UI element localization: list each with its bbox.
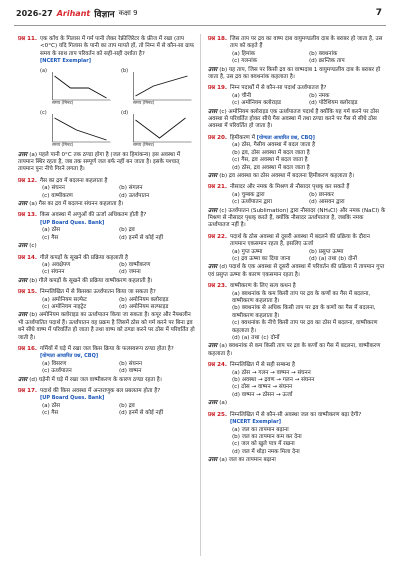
answer: उत्तर (a) <box>208 400 228 407</box>
right-column <box>208 36 386 469</box>
question-text: वाष्पीकरण के लिए सत्य कथन है <box>230 283 296 290</box>
question-text: निम्नलिखित में से किसका ऊर्ध्वपातन किया जा सकता है? <box>40 289 156 296</box>
source-tag: [NCERT Exemplar] <box>230 419 281 426</box>
question-number: प्रश्न 16. <box>18 345 37 352</box>
option-a: (a) संघनन <box>42 185 65 192</box>
question-21 <box>208 184 386 229</box>
graph-a <box>40 68 115 108</box>
options <box>208 291 386 343</box>
option-b: (b) क्वथनांक से अधिक किसी ताप पर द्रव के कणों का गैस में बदलना, वाष्पीकरण कहलाता है। <box>232 305 376 319</box>
option-c: (c) क्वथनांक के नीचे किसी ताप पर द्रव का ठोस में बदलना, वाष्पीकरण कहलाता है। <box>232 320 378 334</box>
question-number: प्रश्न 11. <box>18 36 37 42</box>
graph-c <box>40 110 115 150</box>
graph-x-axis-label: समय (मिनट) <box>133 143 155 149</box>
option-d: (d) वाष्पन <box>119 368 142 375</box>
question-18 <box>208 36 386 81</box>
option-b: (b) द्रव <box>119 402 135 409</box>
answer: उत्तर (b) गीले कपड़ों के सूखने की प्रक्रिया वाष्पीकरण कहलाती है। <box>18 277 153 284</box>
graph-b <box>121 68 196 108</box>
question-23 <box>208 283 386 358</box>
column-divider <box>200 34 201 556</box>
graph-label: (a) <box>40 67 47 74</box>
question-number: प्रश्न 20. <box>208 134 227 141</box>
question-17 <box>18 388 196 418</box>
brand-logo: Arihant <box>56 8 91 18</box>
question-text: गीले कपड़ों के सूखने की प्रक्रिया कहलाती है <box>40 254 128 261</box>
option-b: (b) अमोनियम क्लोराइड <box>119 296 169 303</box>
option-d: (d) ऊर्ध्वपातन <box>119 192 150 199</box>
question-text: नौसादर और नमक के मिश्रण से नौसादर पृथक् कर सकते हैं <box>230 184 350 191</box>
option-a: (a) ठोस → गलन → वाष्पन → संघनन <box>232 369 311 376</box>
option-d: (d) जमना <box>119 269 141 276</box>
option-c: (c) अमोनियम क्लोराइड <box>232 100 281 107</box>
question-16 <box>18 346 196 384</box>
option-b: (b) प्रसुप्त ऊष्मा <box>309 248 344 255</box>
source-tag: [योग्यता आधारित प्रश्न, CBQ] <box>40 353 99 360</box>
option-b: (b) संगलन <box>119 185 143 192</box>
options <box>18 227 196 242</box>
option-c: (c) अमोनियम नाइट्रेट <box>42 303 87 310</box>
option-c: (c) गैस, द्रव अवस्था में बदल जाता है <box>232 157 308 164</box>
answer: उत्तर (c) ऊर्ध्वपातन (Sublimation) द्वारा नौसादर (NH₄Cl) और नमक (NaCl) के मिश्रण से नौसादर पृथक् करते हैं, क्योंकि नौसादर ऊर्ध्वपातज है, जबकि नमक ऊर्ध्वपातज नहीं है। <box>208 207 386 229</box>
question-number: प्रश्न 24. <box>208 362 227 369</box>
option-a: (a) ठोस <box>42 227 61 234</box>
option-a: (a) चीनी <box>232 92 252 99</box>
option-c: (c) ऊर्ध्वपातन <box>42 368 72 375</box>
page-header <box>0 0 400 26</box>
graph-d <box>121 110 196 150</box>
question-text: गर्मियों में घड़े में रखा जल किस क्रिया के फलस्वरूप ठण्डा होता है? [योग्यता आधारित प्रश्न, CBQ] <box>40 345 174 360</box>
option-d: (d) इनमें से कोई नहीं <box>119 410 164 417</box>
source-tag: [NCERT Exemplar] <box>40 58 91 65</box>
option-c: (c) संघनन <box>42 269 65 276</box>
page-number: 7 <box>375 8 382 18</box>
graph-grid <box>18 68 196 150</box>
option-d: (d) (a) तथा (c) दोनों <box>232 335 280 342</box>
graph-label: (d) <box>121 109 129 116</box>
question-15 <box>18 289 196 342</box>
options <box>208 370 386 400</box>
answer: उत्तर (b) अमोनियम क्लोराइड का ऊर्ध्वपातन किया जा सकता है। कपूर और नैफ्थलीन भी ऊर्ध्वपातित पदार्थ हैं। ऊर्ध्वपातन वह प्रक्रम है जिसमें ठोस को गर्म करने पर बिना द्रव बने सीधे वाष्प में परिवर्तित हो जाता है तथा वाष्प को ठण्डा करने पर ठोस में परिवर्तित हो जाती है। <box>18 312 195 341</box>
answer: उत्तर (c) <box>18 243 37 250</box>
option-d: (d) अमोनियम सल्फाइड <box>119 303 169 310</box>
question-number: प्रश्न 21. <box>208 184 227 191</box>
option-b: (b) संघनन <box>119 360 142 367</box>
option-a: (a) गुप्त ऊष्मा <box>232 248 263 255</box>
question-text: निम्नलिखित में से कौन-सी अवस्था जल का वाष्पीकरण बढ़ा देगी? [NCERT Exemplar] <box>230 411 362 426</box>
header-rule <box>14 25 386 26</box>
subject-title: विज्ञान <box>94 9 115 20</box>
options <box>18 361 196 376</box>
option-d: (d) ठोस, द्रव अवस्था में बदल जाता है <box>232 164 310 171</box>
edition-year: 2026-27 <box>16 8 53 18</box>
option-c: (c) वाष्पीकरण <box>42 192 73 199</box>
question-24 <box>208 362 386 407</box>
question-number: प्रश्न 19. <box>208 85 227 92</box>
source-tag: [UP Board Ques. Bank] <box>40 395 105 402</box>
question-text: किस अवस्था में अणुओं की ऊर्जा अधिकतम होती है? [UP Board Ques. Bank] <box>40 212 147 226</box>
option-b: (b) छानकर <box>309 191 334 198</box>
answer: उत्तर (c) अमोनियम क्लोराइड एक ऊर्ध्वपातज पदार्थ है क्योंकि यह गर्म करने पर ठोस अवस्था से परिवर्तित होकर सीधे गैस अवस्था में तथा ठण्डा करने पर गैस से सीधे ठोस अवस्था में परिवर्तित हो जाता है। <box>208 108 379 130</box>
option-a: (a) अमोनियम सल्फेट <box>42 296 87 303</box>
options <box>208 51 386 66</box>
answer: उत्तर (b) यह ताप, जिस पर किसी द्रव का वाष्पदाब 1 वायुमण्डलीय दाब के बराबर हो जाता है, उस द्रव का क्वथनांक कहलाता है। <box>208 66 381 81</box>
question-text: पदार्थ के ठोस अवस्था से दूसरी अवस्था में बदलने की प्रक्रिया के दौरान तापमान एकसमान रहता है, इसलिए ऊर्जा <box>230 233 370 248</box>
question-text: एक काँच के गिलास में गर्म पानी लेकर रेफ्रीजिरेटर के फ्रीज में रखा (ताप <0°C) यदि गिलास के पानी का ताप मापते हों, तो निम्न में से कौन-सा ग्राफ समय के साथ ताप परिवर्तन को सही-सही दर्शाता है? [NCERT Exemplar] <box>40 36 195 65</box>
option-c: (c) गलनांक <box>232 58 258 65</box>
source-tag: [योग्यता आधारित प्रश्न, CBQ] <box>256 134 315 141</box>
option-c: (c) जल को खुले पात्र में रखना <box>232 441 295 448</box>
graph-x-axis-label: समय (मिनट) <box>52 143 74 149</box>
option-d: (d) इनमें से कोई नहीं <box>119 234 164 241</box>
answer: उत्तर (d) पदार्थ के एक अवस्था से दूसरी अवस्था में परिवर्तन की प्रक्रिया में तापमान गुप्त एवं प्रसुप्त ऊष्मा के कारण एकसमान रहता है। <box>208 264 385 278</box>
source-tag: [UP Board Ques. Bank] <box>40 219 105 226</box>
options <box>208 93 386 108</box>
option-d: (d) जल में थोड़ा नमक मिला देना <box>232 448 300 455</box>
question-number: प्रश्न 12. <box>18 177 37 184</box>
option-a: (a) विसरण <box>42 360 67 367</box>
left-column <box>18 36 196 422</box>
question-text: निम्नलिखित में से सही सम्बन्ध है <box>230 362 295 369</box>
option-b: (b) क्वथनांक <box>309 50 338 57</box>
question-number: प्रश्न 25. <box>208 411 227 418</box>
graph-label: (b) <box>121 67 129 74</box>
graph-x-axis-label: समय (मिनट) <box>133 101 155 107</box>
question-number: प्रश्न 22. <box>208 233 227 240</box>
question-13 <box>18 212 196 250</box>
option-a: (a) जल का तापमान बढ़ाना <box>232 426 289 433</box>
option-c: (c) द्रव ऊष्मा का दिया जाना <box>232 255 291 262</box>
question-number: प्रश्न 18. <box>208 36 227 42</box>
question-text: पदार्थ की किस अवस्था में अन्तराणुक बल प्रबलतम होता है? [UP Board Ques. Bank] <box>40 388 161 402</box>
option-a: (a) क्वथनांक के कम किसी ताप पर द्रव के कणों का गैस में बदलना, वाष्पीकरण कहलाता है। <box>232 290 371 304</box>
answer: उत्तर (b) द्रव अवस्था का ठोस अवस्था में बदलना हिमीकरण कहलाता है। <box>208 172 355 179</box>
option-b: (b) जल का तापमान कम कर देना <box>232 433 302 440</box>
option-b: (b) वाष्पीकरण <box>119 261 151 268</box>
question-text: जिस ताप पर द्रव का वाष्प दाब वायुमण्डलीय दाब के बराबर हो जाता है, उस ताप को कहते हैं <box>230 36 383 50</box>
answer: उत्तर (d) घड़ेनी में घड़े में रखा जल वाष्पीकरण के कारण ठण्डा रहता है। <box>18 376 162 383</box>
answer: उत्तर (a) गैस का द्रव में बदलना संघनन कहलाता है। <box>18 201 124 208</box>
options <box>18 262 196 277</box>
option-d: (d) (a) तथा (b) दोनों <box>309 255 357 262</box>
option-d: (d) वाष्पन → ठोसन → ऊर्जा <box>232 391 293 398</box>
option-a: (a) हिमांक <box>232 50 256 57</box>
question-19 <box>208 85 386 130</box>
options <box>18 403 196 418</box>
options <box>208 192 386 207</box>
question-20 <box>208 135 386 180</box>
options <box>208 249 386 264</box>
options <box>208 142 386 172</box>
question-25 <box>208 412 386 465</box>
option-b: (b) द्रव <box>119 227 135 234</box>
option-a: (a) ठोस, गैसीय अवस्था में बदल जाता है <box>232 142 316 149</box>
graph-x-axis-label: समय (मिनट) <box>52 101 74 107</box>
question-number: प्रश्न 15. <box>18 289 37 296</box>
graph-label: (c) <box>40 109 47 116</box>
option-d: (d) क्रान्तिक ताप <box>309 58 345 65</box>
option-a: (a) चुम्बक द्वारा <box>232 191 265 198</box>
option-b: (b) नमक <box>309 92 330 99</box>
question-11 <box>18 36 196 174</box>
answer: उत्तर (a) क्वथनांक से कम किसी ताप पर द्रव के कणों का गैस में बदलना, वाष्पीकरण कहलाता है। <box>208 343 381 357</box>
options <box>18 185 196 200</box>
option-d: (d) आसवन द्वारा <box>309 199 345 206</box>
question-number: प्रश्न 14. <box>18 254 37 261</box>
question-text: निम्न पदार्थों में से कौन-सा पदार्थ ऊर्ध्वपातज है? <box>230 85 327 92</box>
option-a: (a) अवक्षेपण <box>42 261 71 268</box>
question-text: हिमीकरण में [योग्यता आधारित प्रश्न, CBQ] <box>230 134 315 141</box>
question-12 <box>18 178 196 209</box>
question-number: प्रश्न 17. <box>18 388 37 394</box>
options <box>208 427 386 457</box>
question-number: प्रश्न 23. <box>208 283 227 290</box>
question-22 <box>208 234 386 279</box>
option-c: (c) गैस <box>42 234 59 241</box>
option-c: (c) गैस <box>42 410 59 417</box>
question-text: गैस का द्रव में बदलना कहलाता है <box>40 177 108 184</box>
question-14 <box>18 255 196 286</box>
class-label: कक्षा 9 <box>118 8 138 17</box>
question-number: प्रश्न 13. <box>18 212 37 219</box>
option-b: (b) अवस्था → द्रवण → गलन → संघनन <box>232 377 315 384</box>
option-d: (d) पोटैशियम क्लोराइड <box>309 100 358 107</box>
answer: उत्तर (a) पहले पानी 0°C तक ठण्डा होगा है (जल का हिमांकन्य) इस अवस्था में तापमान स्थिर रहता है, जब तक सम्पूर्ण जल बर्फ नहीं बन जाता है। इसके पश्चात् तापमान पुनः नीचे गिरने लगता है। <box>18 151 181 173</box>
option-c: (c) ठोस → वाष्पन → संघनन <box>232 384 293 391</box>
option-b: (b) द्रव, ठोस अवस्था में बदल जाता है <box>232 149 310 156</box>
option-c: (c) ऊर्ध्वपातन द्वारा <box>232 199 272 206</box>
options <box>18 297 196 312</box>
answer: उत्तर (a) जल का तापमान बढ़ाना <box>208 457 276 464</box>
option-a: (a) ठोस <box>42 402 61 409</box>
